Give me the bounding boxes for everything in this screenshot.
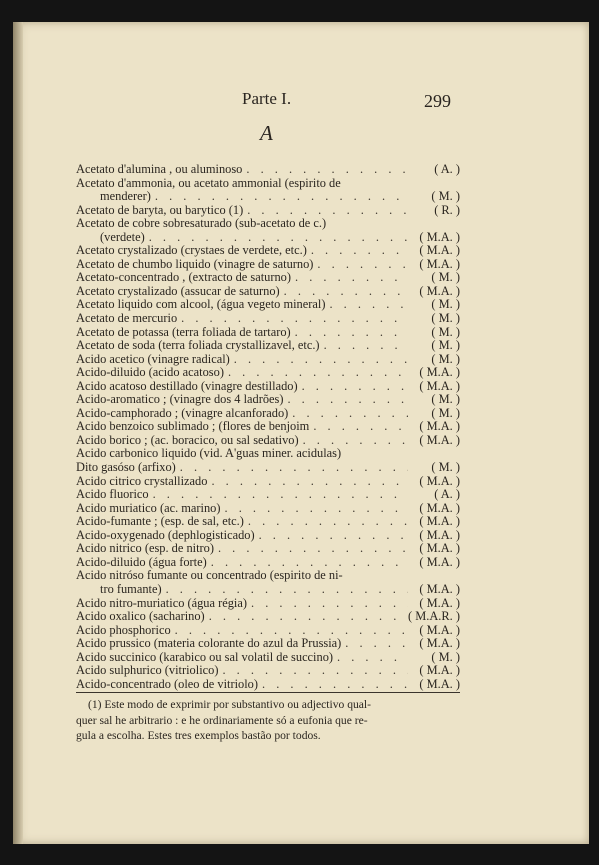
entry-term: Acido sulphurico (vitriolico) — [76, 663, 219, 678]
entry-source-code: ( M.A. ) — [419, 622, 460, 637]
entry-row — [76, 556, 460, 570]
entry-term: Acido acetico (vinagre radical) — [76, 351, 230, 366]
entry-term: Acido muriatico (ac. marino) — [76, 500, 221, 515]
entry-term: Acido carbonico liquido (vid. A'guas miner. acidulas) — [76, 446, 342, 461]
dot-leader — [311, 244, 408, 258]
entry-row — [76, 163, 460, 177]
dot-leader — [303, 434, 408, 448]
dot-leader — [211, 475, 408, 489]
dot-leader — [246, 163, 408, 177]
page-binding-shadow — [13, 22, 23, 844]
entry-row — [76, 366, 460, 380]
entry-term: menderer) — [100, 189, 151, 204]
dot-leader — [317, 258, 408, 272]
dot-leader — [313, 420, 408, 434]
entry-source-code: ( M.A. ) — [419, 581, 460, 596]
entry-row — [76, 298, 460, 312]
entry-source-code: ( M.A. ) — [419, 636, 460, 651]
entry-row — [76, 610, 460, 624]
entry-term: Acido phosphorico — [76, 622, 171, 637]
entry-row — [76, 475, 460, 489]
entry-source-code: ( M. ) — [431, 297, 460, 312]
entry-term: (verdete) — [100, 229, 145, 244]
entry-term: Acido succinico (karabico ou sal volatil de succino) — [76, 649, 334, 664]
footnote-line: (1) Este modo de exprimir por substantivo ou adjectivo qual- — [88, 698, 372, 711]
entry-source-code: ( M.A. ) — [419, 419, 460, 434]
entry-row — [76, 217, 460, 231]
entry-row — [76, 583, 460, 597]
entry-row — [76, 380, 460, 394]
entry-term: Acido-fumante ; (esp. de sal, etc.) — [76, 514, 244, 529]
dot-leader — [247, 204, 408, 218]
entry-source-code: ( A. ) — [434, 162, 460, 176]
entry-row — [76, 434, 460, 448]
entry-row — [76, 461, 460, 475]
entry-term: Acido prussico (materia colorante do azul da Prussia) — [76, 636, 342, 651]
entry-term: Acetato-concentrado , (extracto de saturno) — [76, 270, 292, 285]
entry-source-code: ( M.A. ) — [419, 365, 460, 380]
footnote-rule — [76, 692, 460, 693]
dot-leader — [295, 326, 408, 340]
entry-row — [76, 502, 460, 516]
entry-source-code: ( M.A. ) — [419, 554, 460, 569]
entry-row — [76, 285, 460, 299]
entry-row — [76, 529, 460, 543]
entry-source-code: ( M.A. ) — [419, 663, 460, 678]
page-header — [0, 89, 599, 113]
footnote-line: gula a escolha. Estes tres exemplos bastão por todos. — [76, 729, 321, 742]
footnote — [76, 697, 460, 744]
entry-source-code: ( M. ) — [431, 311, 460, 326]
entry-source-code: ( M.A. ) — [419, 378, 460, 393]
dot-leader — [287, 393, 408, 407]
entry-term: Acido-camphorado ; (vinagre alcanforado) — [76, 405, 289, 420]
entry-source-code: ( M.A. ) — [419, 283, 460, 298]
entry-term: Acetato crystalizado (assucar de saturno) — [76, 283, 280, 298]
entry-row — [76, 447, 460, 461]
entry-term: Acetato d'ammonia, ou acetato ammonial (espirito de — [76, 175, 341, 190]
dot-leader — [295, 271, 408, 285]
entry-term: Acetato de chumbo liquido (vinagre de saturno) — [76, 256, 314, 271]
entry-row — [76, 312, 460, 326]
entry-term: Acetato de mercurio — [76, 311, 178, 326]
entry-source-code: ( M. ) — [431, 189, 460, 204]
entry-source-code: ( M.A. ) — [419, 595, 460, 610]
dot-leader — [302, 380, 408, 394]
dot-leader — [209, 610, 404, 624]
dot-leader — [251, 597, 408, 611]
entry-term: Acetato d'alumina , ou aluminoso — [76, 162, 243, 176]
entry-term: Acido acatoso destillado (vinagre destillado) — [76, 378, 298, 393]
section-letter: A — [260, 121, 273, 145]
entry-source-code: ( M.A. ) — [419, 229, 460, 244]
dot-leader — [337, 651, 408, 665]
entry-row — [76, 637, 460, 651]
dot-leader — [149, 231, 408, 245]
dot-leader — [324, 339, 408, 353]
entry-source-code: ( M.A. ) — [419, 514, 460, 529]
entry-term: Acido citrico crystallizado — [76, 473, 208, 488]
dot-leader — [180, 461, 408, 475]
page-number: 299 — [424, 91, 451, 111]
entry-row — [76, 204, 460, 218]
entry-row — [76, 488, 460, 502]
dot-leader — [155, 190, 408, 204]
entry-source-code: ( M. ) — [431, 460, 460, 475]
entry-term: Acido-diluido (água forte) — [76, 554, 207, 569]
entry-source-code: ( M. ) — [431, 392, 460, 407]
entry-term: Acetato de baryta, ou barytico (1) — [76, 202, 244, 217]
entry-row — [76, 542, 460, 556]
entry-term: Acido nitróso fumante ou concentrado (espirito de ni- — [76, 568, 343, 583]
entry-row — [76, 407, 460, 421]
entry-source-code: ( M. ) — [431, 405, 460, 420]
entry-source-code: ( M.A. ) — [419, 256, 460, 271]
footnote-line: quer sal he arbitrario : e he ordinariamente só a eufonia que re- — [76, 713, 368, 727]
entry-list — [76, 163, 460, 691]
dot-leader — [211, 556, 408, 570]
entry-row — [76, 624, 460, 638]
entry-row — [76, 177, 460, 191]
entry-term: Acetato crystalizado (crystaes de verdete, etc.) — [76, 243, 307, 258]
entry-source-code: ( M.A. ) — [419, 676, 460, 691]
dot-leader — [218, 542, 408, 556]
dot-leader — [292, 407, 408, 421]
dot-leader — [259, 529, 408, 543]
entry-term: Dito gasóso (arfixo) — [76, 460, 176, 475]
entry-term: Acido nitro-muriatico (água régia) — [76, 595, 247, 610]
entry-term: Acido borico ; (ac. boracico, ou sal sedativo) — [76, 432, 299, 447]
dot-leader — [284, 285, 408, 299]
entry-row — [76, 664, 460, 678]
entry-row — [76, 231, 460, 245]
entry-row — [76, 515, 460, 529]
entry-row — [76, 326, 460, 340]
entry-row — [76, 271, 460, 285]
entry-source-code: ( M. ) — [431, 351, 460, 366]
entry-row — [76, 258, 460, 272]
dot-leader — [181, 312, 408, 326]
entry-source-code: ( M. ) — [431, 649, 460, 664]
entry-row — [76, 597, 460, 611]
entry-row — [76, 678, 460, 692]
entry-source-code: ( M.A. ) — [419, 473, 460, 488]
entry-term: Acido nitrico (esp. de nitro) — [76, 541, 214, 556]
running-head: Parte I. — [242, 89, 292, 108]
entry-row — [76, 651, 460, 665]
dot-leader — [262, 678, 408, 692]
entry-term: Acido-concentrado (oleo de vitriolo) — [76, 676, 259, 691]
entry-source-code: ( R. ) — [434, 202, 460, 217]
entry-source-code: ( M.A. ) — [419, 541, 460, 556]
entry-row — [76, 339, 460, 353]
entry-source-code: ( M.A. ) — [419, 243, 460, 258]
entry-term: Acido-aromatico ; (vinagre dos 4 ladrões) — [76, 392, 284, 407]
entry-row — [76, 353, 460, 367]
entry-source-code: ( A. ) — [434, 487, 460, 502]
entry-term: Acido-oxygenado (dephlogisticado) — [76, 527, 255, 542]
dot-leader — [175, 624, 408, 638]
dot-leader — [228, 366, 408, 380]
entry-term: Acetato liquido com alcool, (água vegeto mineral) — [76, 297, 326, 312]
entry-source-code: ( M. ) — [431, 338, 460, 353]
entry-term: Acido oxalico (sacharino) — [76, 609, 205, 624]
entry-term: Acetato de cobre sobresaturado (sub-acetato de c.) — [76, 216, 327, 231]
dot-leader — [166, 583, 408, 597]
entry-term: Acetato de potassa (terra foliada de tartaro) — [76, 324, 291, 339]
entry-source-code: ( M.A. ) — [419, 432, 460, 447]
entry-term: Acido fluorico — [76, 487, 149, 502]
dot-leader — [234, 353, 408, 367]
entry-source-code: ( M. ) — [431, 270, 460, 285]
entry-row — [76, 244, 460, 258]
entry-source-code: ( M.A. ) — [419, 500, 460, 515]
entry-term: tro fumante) — [100, 581, 162, 596]
entry-row — [76, 393, 460, 407]
entry-row — [76, 190, 460, 204]
dot-leader — [153, 488, 408, 502]
entry-source-code: ( M.A.R. ) — [408, 609, 460, 624]
entry-term: Acido-diluido (acido acatoso) — [76, 365, 224, 380]
dot-leader — [222, 664, 408, 678]
entry-row — [76, 420, 460, 434]
entry-row — [76, 569, 460, 583]
dot-leader — [248, 515, 408, 529]
dot-leader — [345, 637, 408, 651]
entry-source-code: ( M. ) — [431, 324, 460, 339]
entry-source-code: ( M.A. ) — [419, 527, 460, 542]
dot-leader — [329, 298, 408, 312]
entry-term: Acetato de soda (terra foliada crystallizavel, etc.) — [76, 338, 320, 353]
entry-term: Acido benzoico sublimado ; (flores de benjoim — [76, 419, 310, 434]
dot-leader — [225, 502, 408, 516]
